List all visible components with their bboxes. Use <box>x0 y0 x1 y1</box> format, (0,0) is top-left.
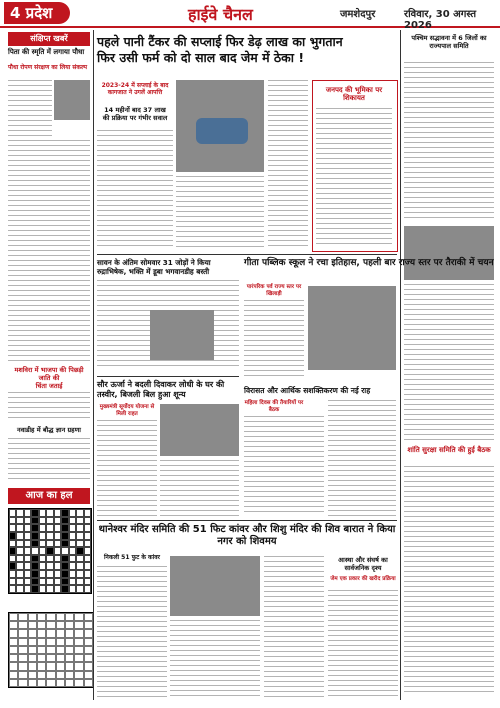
crossword-cell <box>76 562 83 570</box>
tanker-body <box>196 118 248 144</box>
crossword-cell <box>61 585 68 593</box>
sudoku-cell <box>65 621 74 629</box>
crossword-cell <box>46 509 53 517</box>
sudoku-cell <box>65 629 74 637</box>
crossword-cell <box>54 570 61 578</box>
page-number: 4 प्रदेश <box>4 2 70 24</box>
sudoku-cell <box>46 646 55 654</box>
crossword-cell <box>84 547 91 555</box>
complaint-box-title: जनपद की भूमिका पर शिकायत <box>325 86 383 102</box>
sudoku-cell <box>9 671 18 679</box>
crossword-cell <box>46 570 53 578</box>
crossword-cell <box>9 570 16 578</box>
crossword-cell <box>61 578 68 586</box>
story-6-body <box>328 590 398 698</box>
crossword-cell <box>46 524 53 532</box>
crossword-cell <box>39 547 46 555</box>
sudoku-cell <box>37 646 46 654</box>
sudoku-cell <box>46 629 55 637</box>
crossword-cell <box>84 562 91 570</box>
story-3-headline: सौर ऊर्जा ने बदली दिवाकर लोधी के घर की तस्वीर, बिजली बिल हुआ शून्य <box>97 380 225 399</box>
crossword-cell <box>24 585 31 593</box>
brief-1-body-cont <box>8 140 90 362</box>
crossword-cell <box>76 524 83 532</box>
brief-2-subtitle: चिंता जताई <box>35 382 63 390</box>
sudoku-cell <box>56 646 65 654</box>
story-4-body <box>244 416 324 516</box>
sudoku-cell <box>28 646 37 654</box>
story-5-subhead: निकली 51 फुट के कांवर <box>103 554 161 561</box>
story-5-headline: थानेश्वर मंदिर समिति की 51 फिट कांवर और शिशु मंदिर की शिव बारात ने किया नगर को शिवमय <box>98 524 396 547</box>
crossword-cell <box>76 532 83 540</box>
crossword-cell <box>39 540 46 548</box>
sudoku-cell <box>18 613 27 621</box>
sudoku-cell <box>9 638 18 646</box>
crossword-cell <box>9 517 16 525</box>
crossword-cell <box>39 555 46 563</box>
crossword-cell <box>69 570 76 578</box>
sudoku-cell <box>65 638 74 646</box>
crossword-cell <box>76 547 83 555</box>
sudoku-cell <box>37 638 46 646</box>
sudoku-cell <box>9 662 18 670</box>
crossword-cell <box>61 540 68 548</box>
crossword-cell <box>46 547 53 555</box>
crossword-cell <box>31 517 38 525</box>
sudoku-cell <box>46 662 55 670</box>
sudoku-cell <box>74 638 83 646</box>
lead-headline-1: पहले पानी टैंकर की सप्लाई फिर डेढ़ लाख का भुगतान <box>97 34 343 49</box>
crossword-cell <box>61 547 68 555</box>
sudoku-cell <box>37 629 46 637</box>
sudoku-cell <box>9 654 18 662</box>
crossword-cell <box>16 517 23 525</box>
puzzle-title: आज का हल <box>8 488 90 504</box>
sudoku-cell <box>56 638 65 646</box>
right-bottom-title: शांति सुरक्षा समिति की हुई बैठक <box>407 446 491 454</box>
crossword-cell <box>9 562 16 570</box>
right-rail-body-2 <box>404 284 494 442</box>
sudoku-cell <box>84 613 93 621</box>
crossword-cell <box>76 555 83 563</box>
crossword-cell <box>76 517 83 525</box>
sudoku-cell <box>18 671 27 679</box>
crossword-cell <box>24 570 31 578</box>
sudoku-cell <box>56 629 65 637</box>
crossword-cell <box>69 585 76 593</box>
crossword-cell <box>16 585 23 593</box>
edition-city: जमशेदपुर <box>340 9 376 20</box>
lead-body-col1 <box>97 130 173 250</box>
sudoku-cell <box>56 621 65 629</box>
story-2-headline: गीता पब्लिक स्कूल ने रचा इतिहास, पहली बार राज्य स्तर पर तैराकी में चयन <box>244 258 494 268</box>
crossword-cell <box>54 524 61 532</box>
crossword-cell <box>9 555 16 563</box>
lead-body-col2 <box>176 176 264 250</box>
crossword-cell <box>31 540 38 548</box>
crossword-cell <box>24 555 31 563</box>
crossword-cell <box>69 555 76 563</box>
story-1-photo <box>150 310 214 360</box>
crossword-cell <box>76 585 83 593</box>
crossword-cell <box>46 578 53 586</box>
sudoku-cell <box>18 638 27 646</box>
sudoku-cell <box>46 613 55 621</box>
story-5-divider <box>97 520 397 521</box>
sudoku-cell <box>18 679 27 687</box>
crossword-cell <box>39 524 46 532</box>
crossword-cell <box>16 562 23 570</box>
crossword-cell <box>46 532 53 540</box>
brief-3-body <box>8 438 90 482</box>
crossword-cell <box>54 547 61 555</box>
story-6-headline: आस्था और संघर्ष का सार्वजनिक दृश्य <box>338 556 388 572</box>
crossword-cell <box>69 524 76 532</box>
crossword-cell <box>76 578 83 586</box>
sudoku-cell <box>37 671 46 679</box>
sudoku-cell <box>74 671 83 679</box>
story-5-photo <box>170 556 260 616</box>
sudoku-cell <box>28 621 37 629</box>
lead-headline-2: फिर उसी फर्म को दो साल बाद जेम में ठेका ! <box>97 50 305 65</box>
crossword-cell <box>61 509 68 517</box>
crossword-cell <box>84 578 91 586</box>
right-rail-title: पश्चिम सद्भावना में 6 जिलों का राज्यपाल समिति <box>411 34 487 50</box>
crossword-cell <box>61 555 68 563</box>
crossword-cell <box>46 555 53 563</box>
crossword-cell <box>76 509 83 517</box>
crossword-cell <box>76 540 83 548</box>
crossword-cell <box>54 555 61 563</box>
sudoku-cell <box>46 638 55 646</box>
brief-3-title: नवाडीह में बौद्ध ज्ञान ग्रहणा <box>16 426 81 434</box>
crossword-cell <box>31 570 38 578</box>
crossword-cell <box>46 540 53 548</box>
crossword-cell <box>39 578 46 586</box>
crossword-cell <box>24 509 31 517</box>
crossword-cell <box>16 524 23 532</box>
crossword-cell <box>84 517 91 525</box>
right-rail-photo <box>404 226 494 280</box>
story-5-body-3 <box>264 556 324 698</box>
crossword-cell <box>24 547 31 555</box>
sudoku-cell <box>74 646 83 654</box>
sudoku-cell <box>18 629 27 637</box>
crossword-cell <box>84 509 91 517</box>
sudoku-cell <box>65 662 74 670</box>
story-2-body <box>244 300 304 380</box>
crossword-cell <box>39 532 46 540</box>
sudoku-cell <box>9 629 18 637</box>
story-2-photo <box>308 286 396 370</box>
sudoku-cell <box>46 679 55 687</box>
sudoku-cell <box>65 654 74 662</box>
brief-1-body <box>8 80 52 138</box>
crossword-cell <box>9 532 16 540</box>
sudoku-cell <box>74 654 83 662</box>
story-4-subhead: महिला दिवस की तैयारियों पर बैठक <box>244 400 304 413</box>
crossword-cell <box>54 562 61 570</box>
crossword-cell <box>9 524 16 532</box>
crossword-cell <box>69 509 76 517</box>
sudoku-cell <box>74 613 83 621</box>
crossword-cell <box>24 540 31 548</box>
lead-body-col3 <box>268 80 308 250</box>
crossword-cell <box>9 547 16 555</box>
crossword-cell <box>31 547 38 555</box>
crossword-cell <box>61 532 68 540</box>
crossword-cell <box>9 509 16 517</box>
crossword-cell <box>31 585 38 593</box>
brief-2-body <box>8 392 90 422</box>
story-1-headline: सावन के अंतिम सोमवार 31 जोड़ों ने किया रुद्राभिषेक, भक्ति में डूबा भगवानडीह बस्ती <box>97 258 211 276</box>
crossword-cell <box>84 585 91 593</box>
sudoku-cell <box>56 654 65 662</box>
crossword-cell <box>24 517 31 525</box>
sudoku-cell <box>65 671 74 679</box>
crossword-cell <box>69 532 76 540</box>
crossword-cell <box>39 517 46 525</box>
sudoku-cell <box>28 679 37 687</box>
crossword-cell <box>9 540 16 548</box>
sudoku-cell <box>37 613 46 621</box>
sudoku-cell <box>37 621 46 629</box>
story-5-body <box>97 566 167 698</box>
crossword-cell <box>84 540 91 548</box>
sudoku-cell <box>56 679 65 687</box>
crossword-cell <box>76 570 83 578</box>
crossword-cell <box>69 540 76 548</box>
sudoku-cell <box>18 662 27 670</box>
sudoku-cell <box>46 671 55 679</box>
sudoku-cell <box>56 613 65 621</box>
crossword-cell <box>39 509 46 517</box>
crossword-cell <box>84 532 91 540</box>
sudoku-cell <box>46 654 55 662</box>
sudoku-cell <box>56 671 65 679</box>
sudoku-cell <box>37 662 46 670</box>
crossword-cell <box>24 562 31 570</box>
crossword-cell <box>31 555 38 563</box>
brief-1-subtitle: पौधा रोपण संरक्षण का लिया संकल्प <box>8 64 88 71</box>
crossword-cell <box>31 578 38 586</box>
crossword-cell <box>61 562 68 570</box>
sudoku-cell <box>84 646 93 654</box>
story-6-subhead: जेम एक प्रकार की खरीद प्रक्रिया <box>330 576 396 582</box>
sudoku-cell <box>74 679 83 687</box>
sudoku-cell <box>74 629 83 637</box>
sudoku-cell <box>84 679 93 687</box>
crossword-cell <box>31 532 38 540</box>
sudoku-cell <box>37 679 46 687</box>
sudoku-cell <box>9 646 18 654</box>
story-3-photo <box>160 404 239 456</box>
sudoku-cell <box>28 629 37 637</box>
crossword-cell <box>24 524 31 532</box>
crossword-cell <box>16 540 23 548</box>
story-3-body-2 <box>160 460 239 516</box>
crossword-cell <box>16 578 23 586</box>
story-4-body-2 <box>328 400 396 516</box>
crossword-cell <box>9 585 16 593</box>
crossword-grid <box>8 508 92 594</box>
crossword-cell <box>24 578 31 586</box>
sudoku-cell <box>84 629 93 637</box>
sudoku-cell <box>84 638 93 646</box>
sudoku-cell <box>65 613 74 621</box>
sudoku-cell <box>46 621 55 629</box>
crossword-cell <box>69 562 76 570</box>
crossword-cell <box>54 578 61 586</box>
right-column-divider <box>400 30 401 700</box>
sudoku-cell <box>84 621 93 629</box>
sudoku-cell <box>28 662 37 670</box>
crossword-cell <box>46 585 53 593</box>
brief-1-photo <box>54 80 90 120</box>
sudoku-cell <box>74 621 83 629</box>
story-3-body <box>97 420 157 516</box>
crossword-cell <box>31 562 38 570</box>
sudoku-cell <box>28 654 37 662</box>
story-5-body-2 <box>170 620 260 698</box>
sudoku-cell <box>9 613 18 621</box>
sudoku-cell <box>28 613 37 621</box>
sudoku-cell <box>37 654 46 662</box>
right-rail-body <box>404 62 494 222</box>
sudoku-cell <box>84 654 93 662</box>
sudoku-cell <box>84 671 93 679</box>
sudoku-cell <box>65 679 74 687</box>
crossword-cell <box>69 517 76 525</box>
crossword-cell <box>84 555 91 563</box>
crossword-cell <box>46 517 53 525</box>
right-bottom-body <box>404 466 494 696</box>
crossword-cell <box>31 509 38 517</box>
crossword-cell <box>54 509 61 517</box>
sudoku-cell <box>9 679 18 687</box>
sudoku-cell <box>28 671 37 679</box>
column-divider <box>93 30 94 700</box>
story-4-headline: विरासत और आर्थिक सशक्तिकरण की नई राह <box>244 386 371 395</box>
section-title: संक्षिप्त खबरें <box>8 32 90 46</box>
sudoku-cell <box>28 638 37 646</box>
brand-title: हाईवे चैनल <box>188 5 253 24</box>
sudoku-cell <box>18 621 27 629</box>
sudoku-cell <box>65 646 74 654</box>
crossword-cell <box>54 517 61 525</box>
crossword-cell <box>16 509 23 517</box>
story-divider <box>97 254 397 255</box>
brief-2-title: मशविरा में भाजपा की पिछड़ी जाति की <box>14 366 84 382</box>
brief-1-title: पिता की स्मृति में लगाया पौधा <box>8 48 85 56</box>
lead-kicker: 2023-24 में सप्लाई के बाद कागजात ने उगलें आपत्ति <box>101 82 169 96</box>
sudoku-cell <box>56 662 65 670</box>
crossword-cell <box>16 555 23 563</box>
story-3-divider <box>97 376 239 377</box>
crossword-cell <box>16 547 23 555</box>
crossword-cell <box>39 570 46 578</box>
crossword-cell <box>69 547 76 555</box>
crossword-cell <box>16 532 23 540</box>
crossword-cell <box>54 532 61 540</box>
crossword-cell <box>54 585 61 593</box>
crossword-cell <box>61 517 68 525</box>
crossword-cell <box>31 524 38 532</box>
sudoku-grid <box>8 612 94 688</box>
crossword-cell <box>54 540 61 548</box>
lead-subhead: 14 महीनों बाद 37 लाख की प्रक्रिया पर गंभीर सवाल <box>102 106 168 122</box>
story-3-subhead: मुख्यमंत्री सूर्योदय योजना से मिली राहत <box>99 404 155 417</box>
crossword-cell <box>24 532 31 540</box>
sudoku-cell <box>74 662 83 670</box>
edition-date: रविवार, 30 अगस्त 2026 <box>404 9 477 31</box>
crossword-cell <box>39 562 46 570</box>
crossword-cell <box>84 570 91 578</box>
crossword-cell <box>16 570 23 578</box>
crossword-cell <box>84 524 91 532</box>
crossword-cell <box>61 570 68 578</box>
sudoku-cell <box>18 654 27 662</box>
sudoku-cell <box>84 662 93 670</box>
crossword-cell <box>9 578 16 586</box>
sudoku-cell <box>9 621 18 629</box>
story-2-subhead: पारंपरिक पर्व राज्य स्तर पर खिलाड़ी <box>246 284 302 297</box>
crossword-cell <box>61 524 68 532</box>
crossword-cell <box>46 562 53 570</box>
complaint-box-body <box>316 108 392 246</box>
sudoku-cell <box>18 646 27 654</box>
crossword-cell <box>39 585 46 593</box>
crossword-cell <box>69 578 76 586</box>
